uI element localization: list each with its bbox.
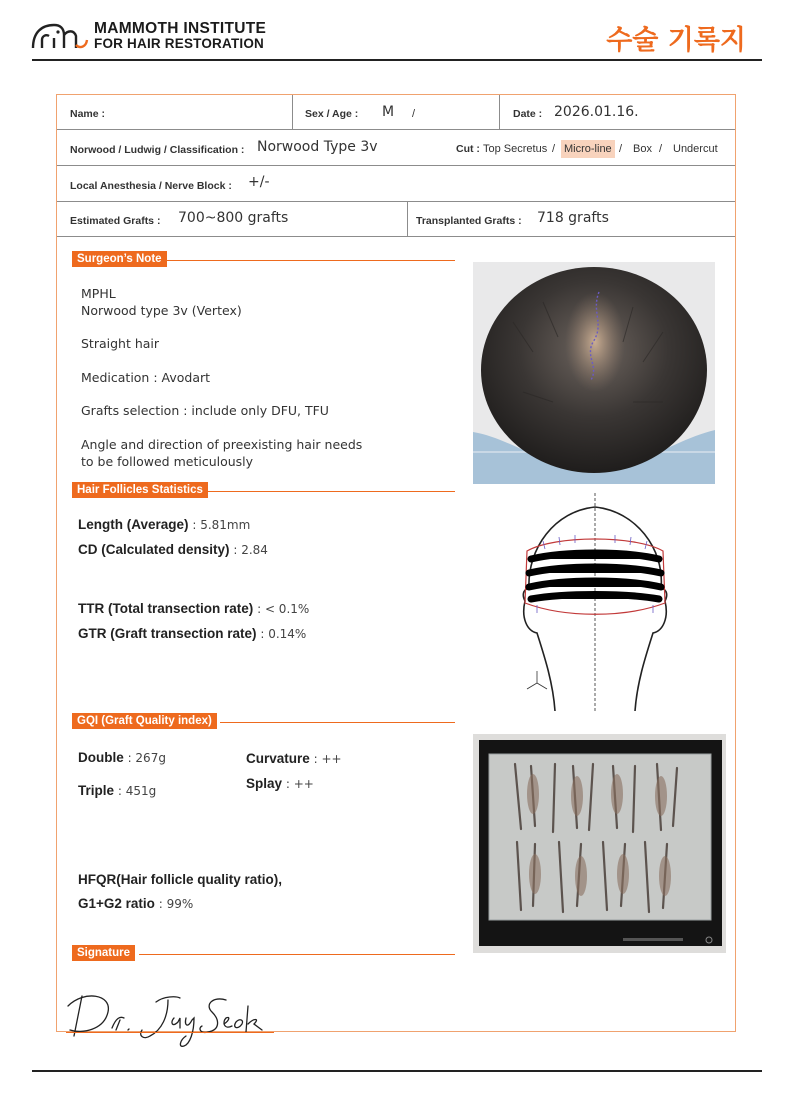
sex-value: M bbox=[382, 104, 395, 120]
brand-subtitle: FOR HAIR RESTORATION bbox=[94, 36, 265, 51]
transplanted-grafts-value: 718 grafts bbox=[537, 210, 609, 226]
note-line: Norwood type 3v (Vertex) bbox=[81, 303, 242, 318]
ttr-stat bbox=[78, 601, 309, 616]
gqi-heading: GQI (Graft Quality index) bbox=[72, 713, 217, 729]
signature-line bbox=[66, 1032, 274, 1033]
curvature-value: : ++ bbox=[309, 752, 342, 766]
divider bbox=[292, 95, 293, 130]
note-line: Angle and direction of preexisting hair needs bbox=[81, 437, 363, 452]
note-line: Straight hair bbox=[81, 336, 160, 351]
date-value: 2026.01.16. bbox=[554, 104, 639, 120]
splay-value: : ++ bbox=[282, 777, 314, 791]
gtr-stat bbox=[78, 626, 306, 641]
splay-label: Splay bbox=[246, 776, 283, 791]
date-label: Date : bbox=[513, 108, 543, 120]
hair-follicles-statistics-heading: Hair Follicles Statistics bbox=[72, 482, 208, 498]
double-value: : 267g bbox=[123, 751, 166, 765]
anesthesia-label: Local Anesthesia / Nerve Block : bbox=[70, 180, 232, 192]
triple-value: : 451g bbox=[114, 784, 157, 798]
name-label: Name : bbox=[70, 108, 106, 120]
curvature-label: Curvature bbox=[246, 751, 310, 766]
section-rule bbox=[139, 954, 455, 955]
document-title: 수술 기록지 bbox=[606, 25, 746, 56]
gtr-label: GTR (Graft transection rate) bbox=[78, 626, 257, 641]
note-line: Medication : Avodart bbox=[81, 370, 211, 385]
double-label: Double bbox=[78, 750, 124, 765]
triple-stat bbox=[78, 783, 156, 798]
divider bbox=[499, 95, 500, 130]
triple-label: Triple bbox=[78, 783, 115, 798]
cd-value: : 2.84 bbox=[229, 543, 268, 557]
section-rule bbox=[220, 722, 455, 723]
cd-label: CD (Calculated density) bbox=[78, 542, 230, 557]
surgeons-note-heading: Surgeon’s Note bbox=[72, 251, 167, 267]
ttr-value: : < 0.1% bbox=[253, 602, 310, 616]
donor-area-head-diagram bbox=[515, 493, 675, 713]
hfqr-stat bbox=[78, 872, 282, 887]
brand-name: MAMMOTH INSTITUTE bbox=[94, 20, 267, 37]
double-stat bbox=[78, 750, 166, 765]
cut-option-box: Box bbox=[633, 143, 652, 155]
cut-separator: / bbox=[619, 143, 623, 155]
anesthesia-value: +/- bbox=[248, 174, 270, 190]
cut-label: Cut : bbox=[456, 143, 480, 155]
classification-value: Norwood Type 3v bbox=[257, 139, 378, 155]
g1g2-stat bbox=[78, 896, 193, 911]
sex-age-label: Sex / Age : bbox=[305, 108, 359, 120]
cd-stat bbox=[78, 542, 268, 557]
footer-rule bbox=[32, 1070, 762, 1072]
header-rule bbox=[32, 59, 762, 61]
hfqr-label: HFQR(Hair follicle quality ratio), bbox=[78, 872, 283, 887]
cut-separator: / bbox=[552, 143, 556, 155]
cut-option-top-secretus: Top Secretus bbox=[483, 143, 548, 155]
cut-option-undercut: Undercut bbox=[673, 143, 718, 155]
length-stat bbox=[78, 517, 250, 532]
section-rule bbox=[164, 260, 455, 261]
length-label: Length (Average) bbox=[78, 517, 189, 532]
estimated-grafts-label: Estimated Grafts : bbox=[70, 215, 161, 227]
g1g2-value: : 99% bbox=[154, 897, 194, 911]
mammoth-logo bbox=[30, 18, 90, 52]
handwritten-signature bbox=[64, 988, 276, 1050]
section-rule bbox=[208, 491, 455, 492]
classification-label: Norwood / Ludwig / Classification : bbox=[70, 144, 245, 156]
divider bbox=[407, 202, 408, 237]
gtr-value: : 0.14% bbox=[256, 627, 307, 641]
scalp-vertex-photo bbox=[473, 262, 715, 484]
splay-stat bbox=[246, 776, 314, 791]
curvature-stat bbox=[246, 751, 342, 766]
graft-monitor-photo bbox=[473, 734, 726, 953]
transplanted-grafts-label: Transplanted Grafts : bbox=[416, 215, 522, 227]
estimated-grafts-value: 700~800 grafts bbox=[178, 210, 289, 226]
sex-age-separator: / bbox=[412, 108, 416, 120]
g1g2-label: G1+G2 ratio bbox=[78, 896, 155, 911]
note-line: MPHL bbox=[81, 286, 116, 301]
note-line: to be followed meticulously bbox=[81, 454, 254, 469]
note-line: Grafts selection : include only DFU, TFU bbox=[81, 403, 329, 418]
cut-separator: / bbox=[659, 143, 663, 155]
length-value: : 5.81mm bbox=[188, 518, 251, 532]
signature-heading: Signature bbox=[72, 945, 135, 961]
cut-option-micro-line-selected: Micro-line bbox=[561, 140, 615, 158]
ttr-label: TTR (Total transection rate) bbox=[78, 601, 254, 616]
